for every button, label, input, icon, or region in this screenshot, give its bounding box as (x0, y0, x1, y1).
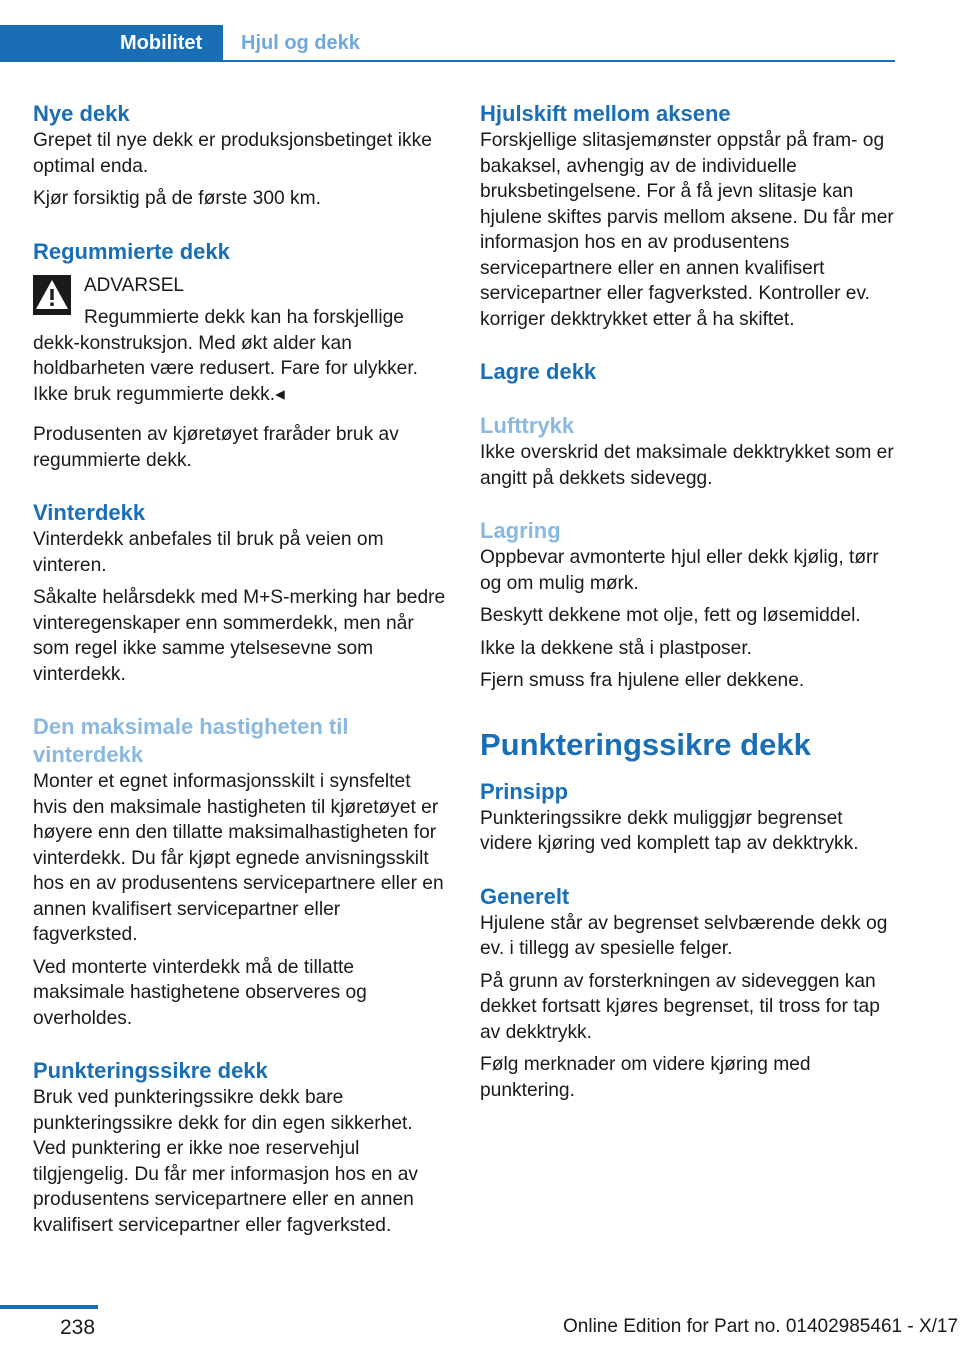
paragraph: Kjør forsiktig på de første 300 km. (33, 188, 321, 209)
paragraph: Ved monterte vinterdekk må de tillatte maksimale hastighetene observeres og overholdes. (33, 956, 367, 1029)
paragraph: Bruk ved punkteringssikre dekk bare punkteringssikre dekk for din egen sikkerhet. Ved punktering er ikke noe reservehjul tilgjengelig. Du får mer informasjon hos en av produsentens servicepartnere eller en annen kvalifisert servicepartner eller fagverksted. (33, 1087, 419, 1236)
paragraph: Monter et egnet informasjonsskilt i synsfeltet hvis den maksimale hastigheten til kjøretøyet er høyere enn den tillatte maksimalhastigheten for vinterdekk. Du får kjøpt egnede anvisningsskilt hos en av produsentens servicepartnere eller en annen kvalifisert servicepartner eller fagverksted. (33, 771, 444, 945)
heading-punkteringssikre-dekk-main: Punkteringssikre dekk (480, 726, 811, 762)
paragraph: På grunn av forsterkningen av sideveggen kan dekket fortsatt kjøres begrenset, til tross for tap av dekktrykk. (480, 970, 880, 1043)
tab-mobilitet[interactable]: Mobilitet (0, 25, 223, 62)
paragraph: Følg merknader om videre kjøring med punktering. (480, 1054, 811, 1101)
header-tabbar (0, 25, 895, 61)
warning-icon (33, 275, 71, 315)
paragraph: Grepet til nye dekk er produksjonsbetinget ikke optimal enda. (33, 130, 432, 177)
left-column (33, 100, 447, 1238)
paragraph: Ikke la dekkene stå i plastposer. (480, 637, 752, 659)
warning-title: ADVARSEL (84, 274, 184, 296)
tab-hjul-og-dekk[interactable]: Hjul og dekk (241, 32, 360, 54)
paragraph: Ikke overskrid det maksimale dekktrykket som er angitt på dekkets sidevegg. (480, 442, 894, 489)
heading-hjulskift: Hjulskift mellom aksene (480, 101, 731, 126)
heading-generelt: Generelt (480, 883, 570, 909)
heading-vinterdekk: Vinterdekk (33, 500, 146, 525)
paragraph: Hjulene står av begrenset selvbærende dekk og ev. i tillegg av spesielle felger. (480, 912, 888, 959)
heading-prinsipp: Prinsipp (480, 778, 569, 804)
paragraph: Vinterdekk anbefales til bruk på veien om vinteren. (33, 529, 384, 576)
footer-bar (0, 1305, 98, 1309)
warning-text: Regummierte dekk kan ha forskjellige dekk-konstruksjon. Med økt alder kan holdbarheten være redusert. Fare for ulykker. Ikke bruk regummierte dekk.◂ (33, 307, 419, 405)
paragraph: Oppbevar avmonterte hjul eller dekk kjølig, tørr og om mulig mørk. (480, 547, 879, 594)
warning-box (33, 273, 447, 306)
paragraph: Punkteringssikre dekk muliggjør begrenset videre kjøring ved komplett tap av dekktrykk. (480, 807, 859, 854)
heading-maks-hastighet: Den maksimale hastigheten til vinterdekk (33, 714, 349, 767)
header-underline (0, 60, 895, 62)
page-number: 238 (60, 1316, 96, 1339)
paragraph: Produsenten av kjøretøyet fraråder bruk av regummierte dekk. (33, 424, 399, 471)
heading-punkteringssikre-dekk: Punkteringssikre dekk (33, 1058, 268, 1083)
right-column (480, 100, 900, 1103)
heading-lufttrykk: Lufttrykk (480, 413, 575, 438)
paragraph: Forskjellige slitasjemønster oppstår på fram- og bakaksel, avhengig av de individuelle bruksbetingelsene. For å få jevn slitasje kan hjulene skiftes parvis mellom aksene. Du får mer informasjon hos en av produsentens servicepartnere eller en annen kvalifisert servicepartner eller fagverksted. Kontroller ev. korriger dekktrykket etter å ha skiftet. (480, 130, 894, 330)
paragraph: Beskytt dekkene mot olje, fett og løsemiddel. (480, 605, 861, 626)
heading-lagring: Lagring (480, 518, 561, 543)
paragraph: Såkalte helårsdekk med M+S-merking har bedre vinteregenskaper enn sommerdekk, men når som regel ikke samme ytelsesevne som vinterdekk. (33, 587, 446, 685)
paragraph: Fjern smuss fra hjulene eller dekkene. (480, 670, 805, 691)
footer-edition: Online Edition for Part no. 01402985461 - X/17 (563, 1316, 959, 1337)
heading-regummierte-dekk: Regummierte dekk (33, 238, 230, 264)
heading-lagre-dekk: Lagre dekk (480, 359, 597, 384)
heading-nye-dekk: Nye dekk (33, 101, 130, 126)
